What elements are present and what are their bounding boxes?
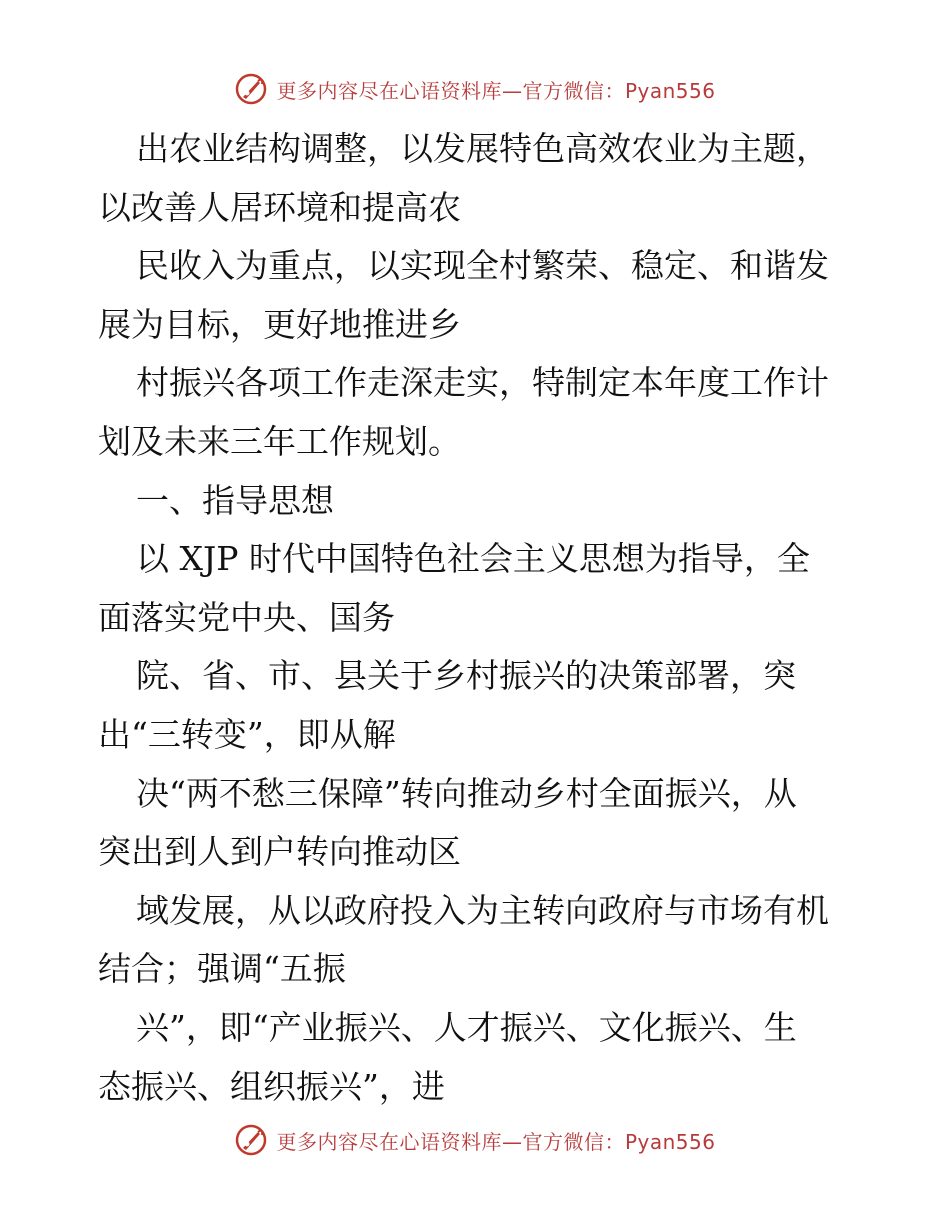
watermark-text: 更多内容尽在心语资料库—官方微信：Pyan556: [276, 1129, 716, 1154]
text-line: 以 XJP 时代中国特色社会主义思想为指导，全: [136, 539, 810, 579]
text-line: 兴”，即“产业振兴、人才振兴、文化振兴、生: [136, 1007, 797, 1047]
watermark-header: [0, 69, 950, 109]
text-line: 出“三转变”，即从解: [98, 714, 396, 754]
text-line: 民收入为重点，以实现全村繁荣、稳定、和谐发: [136, 246, 829, 286]
text-line: 展为目标，更好地推进乡: [98, 304, 461, 344]
quill-logo-icon: [234, 1123, 268, 1157]
text-line: 村振兴各项工作走深走实，特制定本年度工作计: [136, 363, 829, 403]
text-line: 域发展，从以政府投入为主转向政府与市场有机: [136, 890, 829, 930]
quill-logo-icon: [234, 72, 268, 106]
text-line: 出农业结构调整，以发展特色高效农业为主题，: [136, 129, 829, 168]
text-line: 态振兴、组织振兴”，进: [98, 1066, 445, 1106]
text-line: 以改善人居环境和提高农: [98, 187, 461, 227]
document-body: [98, 120, 858, 1116]
text-line: 结合；强调“五振: [98, 949, 346, 989]
text-line: 决“两不愁三保障”转向推动乡村全面振兴，从: [136, 773, 797, 813]
text-line: 面落实党中央、国务: [98, 597, 395, 637]
text-line: 划及未来三年工作规划。: [98, 421, 461, 461]
text-line: 一、指导思想: [136, 480, 334, 520]
watermark-text: 更多内容尽在心语资料库—官方微信：Pyan556: [276, 78, 716, 103]
text-line: 突出到人到户转向推动区: [98, 832, 461, 872]
watermark-footer: [0, 1120, 950, 1160]
text-line: 院、省、市、县关于乡村振兴的决策部署，突: [136, 656, 796, 696]
